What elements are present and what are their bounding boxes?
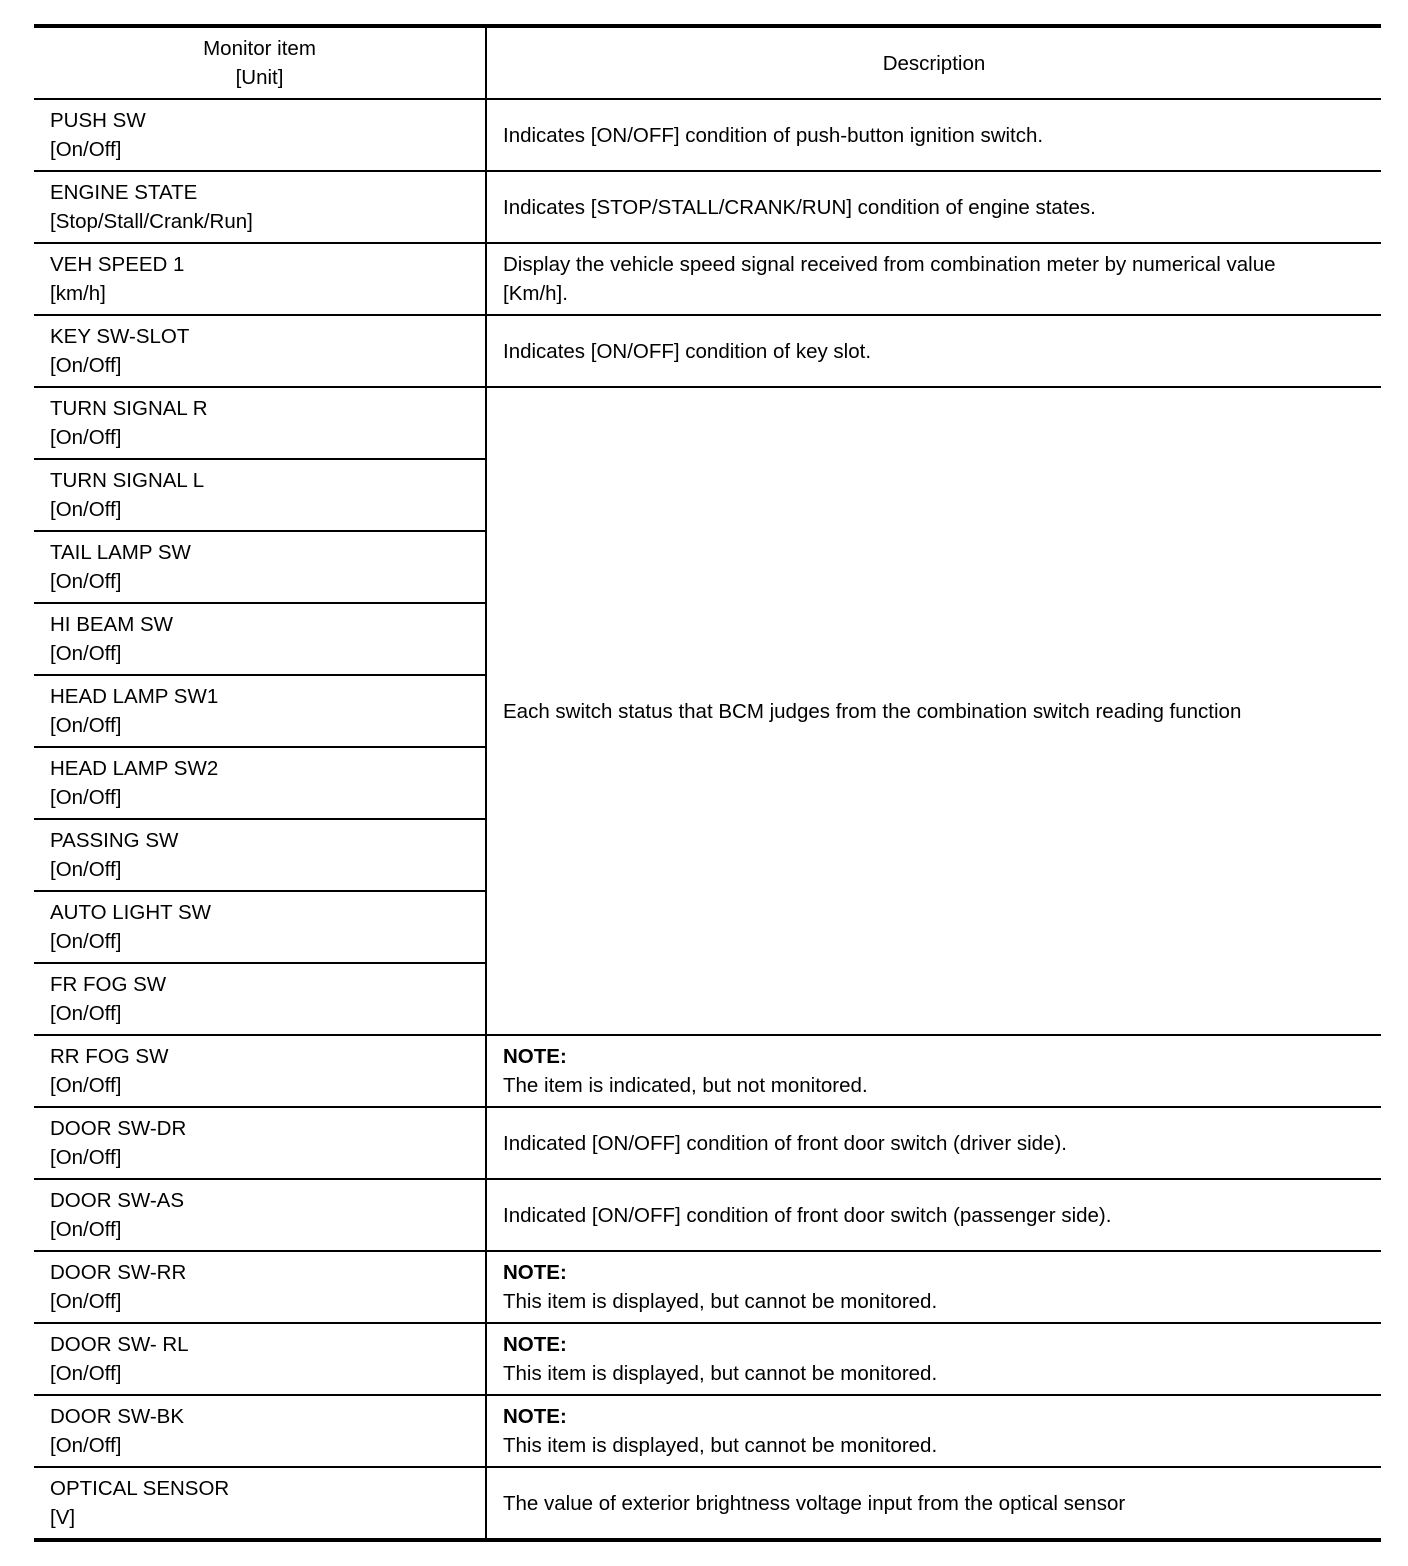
table-row [34, 1179, 1381, 1251]
item-unit: [On/Off] [50, 1290, 122, 1313]
monitor-item-cell [34, 459, 486, 531]
item-name: AUTO LIGHT SW [50, 901, 211, 924]
note-label: NOTE: [503, 1261, 567, 1284]
item-name: DOOR SW-BK [50, 1405, 185, 1428]
item-name: FR FOG SW [50, 973, 167, 996]
item-name: DOOR SW- RL [50, 1333, 189, 1356]
item-name: TURN SIGNAL R [50, 397, 208, 420]
description-cell [486, 1323, 1381, 1395]
item-unit: [On/Off] [50, 714, 122, 737]
table-row [34, 1035, 1381, 1107]
table-row [34, 1107, 1381, 1179]
note-text: This item is displayed, but cannot be monitored. [503, 1362, 938, 1385]
description-cell: The value of exterior brightness voltage input from the optical sensor [486, 1467, 1381, 1540]
description-cell [486, 243, 1381, 315]
description-cell [486, 1035, 1381, 1107]
note-label: NOTE: [503, 1333, 567, 1356]
table-header-row [34, 26, 1381, 99]
monitor-item-cell [34, 243, 486, 315]
note-label: NOTE: [503, 1045, 567, 1068]
item-name: TAIL LAMP SW [50, 541, 191, 564]
monitor-item-cell [34, 1035, 486, 1107]
item-name: DOOR SW-RR [50, 1261, 187, 1284]
item-unit: [On/Off] [50, 1434, 122, 1457]
item-name: ENGINE STATE [50, 181, 198, 204]
item-unit: [On/Off] [50, 930, 122, 953]
item-unit: [On/Off] [50, 642, 122, 665]
table-row [34, 315, 1381, 387]
description-cell: Indicates [ON/OFF] condition of push-button ignition switch. [486, 99, 1381, 171]
monitor-item-cell [34, 1251, 486, 1323]
monitor-item-table [34, 24, 1381, 1542]
item-unit: [On/Off] [50, 570, 122, 593]
item-name: DOOR SW-AS [50, 1189, 185, 1212]
item-unit: [On/Off] [50, 1146, 122, 1169]
description-cell: Indicates [STOP/STALL/CRANK/RUN] condition of engine states. [486, 171, 1381, 243]
header-monitor-item-label: Monitor item [203, 37, 316, 60]
monitor-item-cell [34, 603, 486, 675]
monitor-item-cell [34, 99, 486, 171]
monitor-item-table-container [34, 24, 1381, 1542]
monitor-item-cell [34, 531, 486, 603]
monitor-item-cell [34, 1179, 486, 1251]
item-unit: [On/Off] [50, 354, 122, 377]
header-monitor-item [34, 26, 486, 99]
monitor-item-cell [34, 963, 486, 1035]
note-label: NOTE: [503, 1405, 567, 1428]
table-row [34, 387, 1381, 459]
item-name: VEH SPEED 1 [50, 253, 185, 276]
monitor-item-cell [34, 315, 486, 387]
table-row [34, 99, 1381, 171]
item-unit: [km/h] [50, 282, 106, 305]
monitor-item-cell [34, 1323, 486, 1395]
description-cell: Indicated [ON/OFF] condition of front door switch (passenger side). [486, 1179, 1381, 1251]
item-unit: [On/Off] [50, 1218, 122, 1241]
monitor-item-cell [34, 747, 486, 819]
item-name: HEAD LAMP SW1 [50, 685, 219, 708]
item-unit: [On/Off] [50, 1074, 122, 1097]
table-row [34, 1395, 1381, 1467]
item-unit: [On/Off] [50, 426, 122, 449]
monitor-item-cell [34, 171, 486, 243]
monitor-item-cell [34, 387, 486, 459]
table-row [34, 1467, 1381, 1540]
description-cell: Indicated [ON/OFF] condition of front door switch (driver side). [486, 1107, 1381, 1179]
monitor-item-cell [34, 675, 486, 747]
monitor-item-cell [34, 1467, 486, 1540]
item-name: HI BEAM SW [50, 613, 174, 636]
item-name: RR FOG SW [50, 1045, 169, 1068]
description-cell [486, 1395, 1381, 1467]
table-row [34, 243, 1381, 315]
item-unit: [On/Off] [50, 1362, 122, 1385]
item-unit: [On/Off] [50, 1002, 122, 1025]
item-name: OPTICAL SENSOR [50, 1477, 230, 1500]
item-name: TURN SIGNAL L [50, 469, 205, 492]
description-line: Display the vehicle speed signal received from combination meter by numerical value [503, 253, 1276, 276]
item-unit: [On/Off] [50, 858, 122, 881]
monitor-item-cell [34, 819, 486, 891]
item-unit: [On/Off] [50, 786, 122, 809]
table-row [34, 171, 1381, 243]
description-line: [Km/h]. [503, 282, 568, 305]
monitor-item-cell [34, 1395, 486, 1467]
header-description: Description [486, 26, 1381, 99]
note-text: This item is displayed, but cannot be monitored. [503, 1434, 938, 1457]
combined-description-cell: Each switch status that BCM judges from the combination switch reading function [486, 387, 1381, 1035]
item-unit: [Stop/Stall/Crank/Run] [50, 210, 253, 233]
item-unit: [On/Off] [50, 498, 122, 521]
item-name: KEY SW-SLOT [50, 325, 190, 348]
item-name: DOOR SW-DR [50, 1117, 187, 1140]
monitor-item-cell [34, 1107, 486, 1179]
item-unit: [On/Off] [50, 138, 122, 161]
monitor-item-cell [34, 891, 486, 963]
description-cell: Indicates [ON/OFF] condition of key slot. [486, 315, 1381, 387]
item-name: HEAD LAMP SW2 [50, 757, 219, 780]
item-name: PASSING SW [50, 829, 179, 852]
table-row [34, 1323, 1381, 1395]
note-text: The item is indicated, but not monitored. [503, 1074, 868, 1097]
description-cell [486, 1251, 1381, 1323]
table-row [34, 1251, 1381, 1323]
item-name: PUSH SW [50, 109, 146, 132]
item-unit: [V] [50, 1506, 76, 1529]
note-text: This item is displayed, but cannot be monitored. [503, 1290, 938, 1313]
header-unit-label: [Unit] [235, 66, 284, 89]
